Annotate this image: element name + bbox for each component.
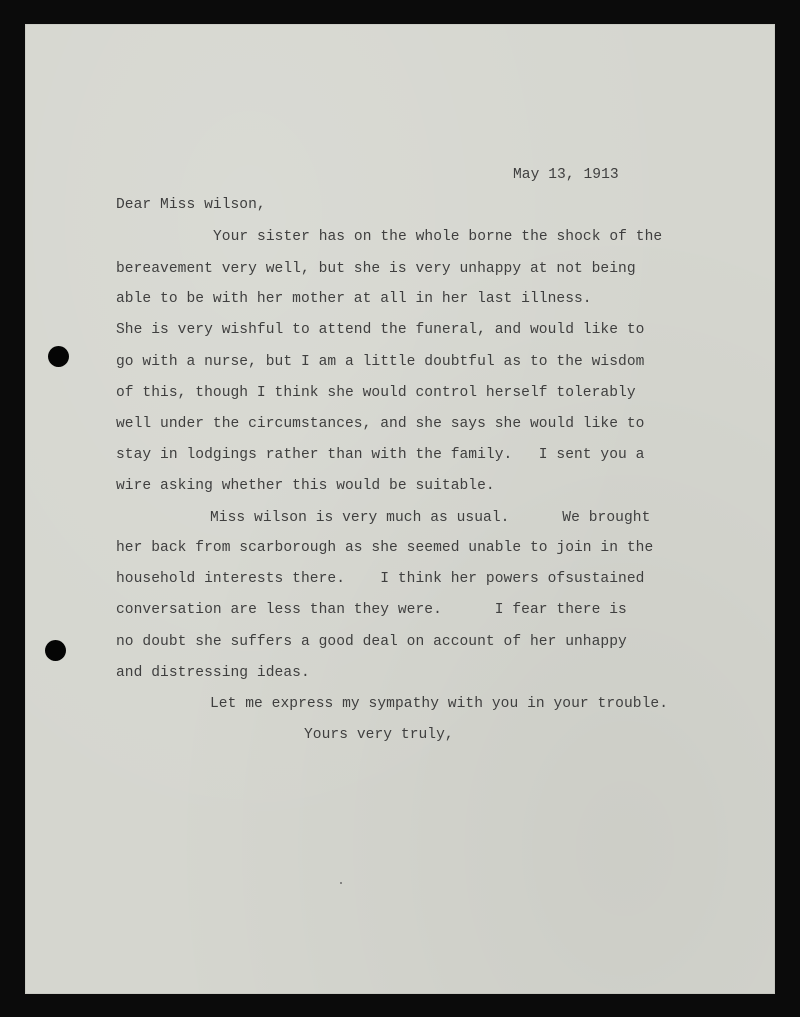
body-line: She is very wishful to attend the funeral, and would like to bbox=[116, 322, 645, 338]
body-line: conversation are less than they were. I fear there is bbox=[116, 602, 627, 618]
body-line: well under the circumstances, and she says she would like to bbox=[116, 416, 645, 432]
body-line: her back from scarborough as she seemed unable to join in the bbox=[116, 540, 654, 556]
paper-speck bbox=[340, 882, 342, 884]
letter-page bbox=[25, 24, 775, 994]
body-line: Let me express my sympathy with you in your trouble. bbox=[210, 696, 668, 712]
body-line: able to be with her mother at all in her last illness. bbox=[116, 291, 592, 307]
body-line: Miss wilson is very much as usual. We brought bbox=[210, 510, 651, 526]
body-line: and distressing ideas. bbox=[116, 665, 310, 681]
body-line: go with a nurse, but I am a little doubtful as to the wisdom bbox=[116, 354, 645, 370]
body-line: Your sister has on the whole borne the shock of the bbox=[213, 229, 663, 245]
body-line: stay in lodgings rather than with the family. I sent you a bbox=[116, 447, 645, 463]
salutation: Dear Miss wilson, bbox=[116, 197, 266, 213]
closing: Yours very truly, bbox=[304, 727, 454, 743]
body-line: wire asking whether this would be suitable. bbox=[116, 478, 495, 494]
punch-hole bbox=[45, 640, 66, 661]
body-line: bereavement very well, but she is very unhappy at not being bbox=[116, 261, 636, 277]
body-line: of this, though I think she would control herself tolerably bbox=[116, 385, 636, 401]
letter-date: May 13, 1913 bbox=[513, 167, 619, 183]
body-line: household interests there. I think her powers ofsustained bbox=[116, 571, 645, 587]
punch-hole bbox=[48, 346, 69, 367]
body-line: no doubt she suffers a good deal on account of her unhappy bbox=[116, 634, 627, 650]
